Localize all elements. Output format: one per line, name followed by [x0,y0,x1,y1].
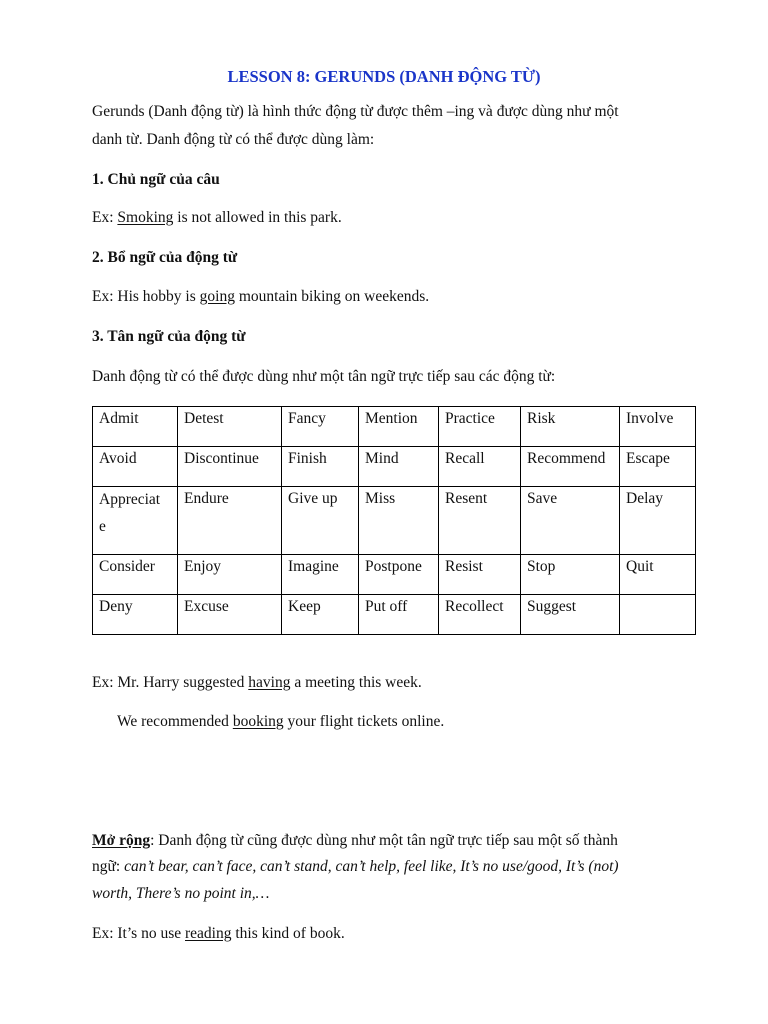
table-cell: Risk [521,407,620,447]
table-cell: Avoid [93,447,178,487]
extension-text: : Danh động từ cũng được dùng như một tân ngữ trực tiếp sau một số thành [150,832,618,849]
intro-line-1: Gerunds (Danh động từ) là hình thức động từ được thêm –ing và được dùng như một [92,103,619,120]
table-row [93,595,696,635]
table-row [93,487,696,555]
example-rest: a meeting this week. [290,674,422,691]
table-cell: Quit [620,555,696,595]
table-cell: Resist [439,555,521,595]
table-cell: Discontinue [178,447,282,487]
example-prefix: Ex: It’s no use [92,925,185,942]
table-cell: Escape [620,447,696,487]
table-cell: Recall [439,447,521,487]
table-cell: Detest [178,407,282,447]
table-cell: Practice [439,407,521,447]
table-cell: Consider [93,555,178,595]
table-cell: Resent [439,487,521,555]
example-gerund: booking [232,713,284,730]
table-cell: Endure [178,487,282,555]
example-rest: this kind of book. [231,925,345,942]
section-3-heading: 3. Tân ngữ của động từ [92,328,246,345]
example-gerund: reading [185,925,232,942]
example-gerund: going [199,288,235,305]
example-rest: is not allowed in this park. [173,209,342,226]
extension-label: Mở rộng [92,832,151,849]
example-prefix: Ex: His hobby is [92,288,200,305]
table-cell: Imagine [282,555,359,595]
extension-example [92,925,345,943]
table-cell: Excuse [178,595,282,635]
extension-line-3: worth, There’s no point in,… [92,885,270,902]
section-2-example [92,288,429,306]
extension-text: ngữ: [92,858,125,875]
example-rest: your flight tickets online. [283,713,445,730]
table-cell: Admit [93,407,178,447]
example-recommended [117,713,444,731]
table-cell: Give up [282,487,359,555]
example-suggested [92,674,422,692]
intro-line-2: danh từ. Danh động từ có thể được dùng làm: [92,131,375,148]
page-title: LESSON 8: GERUNDS (DANH ĐỘNG TỪ) [227,67,541,86]
table-cell: Recommend [521,447,620,487]
table-row [93,447,696,487]
table-cell: Save [521,487,620,555]
extension-line-2 [92,858,619,876]
example-gerund: Smoking [117,209,174,226]
example-prefix: We recommended [117,713,233,730]
table-cell-text: Appreciate [99,491,161,535]
table-cell [93,487,178,555]
table-cell: Mind [359,447,439,487]
example-prefix: Ex: [92,209,118,226]
table-cell: Mention [359,407,439,447]
table-cell: Recollect [439,595,521,635]
table-cell: Miss [359,487,439,555]
table-cell: Enjoy [178,555,282,595]
section-1-heading: 1. Chủ ngữ của câu [92,171,220,188]
table-cell: Suggest [521,595,620,635]
section-2-heading: 2. Bổ ngữ của động từ [92,249,238,266]
example-prefix: Ex: Mr. Harry suggested [92,674,249,691]
extension-line-1 [92,832,618,850]
section-3-description: Danh động từ có thể được dùng như một tân ngữ trực tiếp sau các động từ: [92,368,556,385]
gerund-verb-table [92,406,696,635]
table-cell: Put off [359,595,439,635]
section-1-example [92,209,342,227]
table-cell: Deny [93,595,178,635]
table-row [93,407,696,447]
table-cell [620,595,696,635]
example-rest: mountain biking on weekends. [234,288,430,305]
table-cell: Involve [620,407,696,447]
table-row [93,555,696,595]
example-gerund: having [248,674,291,691]
table-cell: Fancy [282,407,359,447]
table-cell: Finish [282,447,359,487]
idiom-list: can’t bear, can’t face, can’t stand, can’t help, feel like, It’s no use/good, It’s (not) [124,858,619,875]
table-cell: Delay [620,487,696,555]
table-cell: Keep [282,595,359,635]
table-cell: Postpone [359,555,439,595]
table-cell: Stop [521,555,620,595]
